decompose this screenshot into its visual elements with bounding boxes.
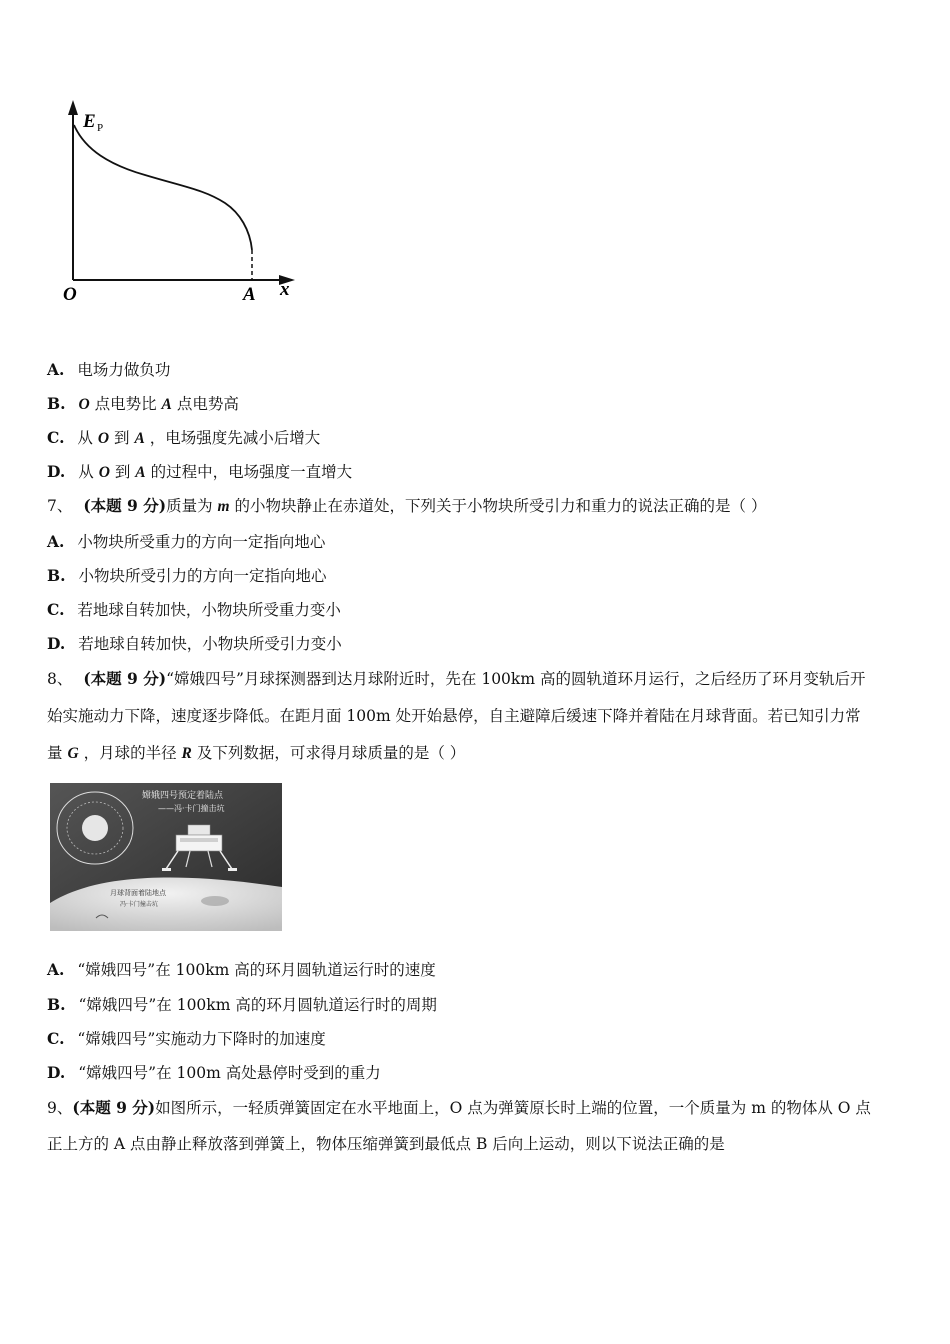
point-a-label: A bbox=[243, 284, 256, 305]
option-text: 若地球自转加快，小物块所受重力变小 bbox=[77, 601, 341, 619]
question-text: “嫦娥四号”月球探测器到达月球附近时，先在 100km 高的圆轨道环月运行，之后经历了环月变轨后开 bbox=[166, 670, 866, 688]
question-number: 8、 bbox=[47, 670, 73, 688]
moon-small bbox=[82, 815, 108, 841]
q8-stem-line-3 bbox=[47, 743, 465, 764]
option-text: 若地球自转加快，小物块所受引力变小 bbox=[78, 635, 342, 653]
caption-top-2: ——冯·卡门撞击坑 bbox=[158, 804, 225, 813]
caption-mid-1: 月球背面着陆地点 bbox=[110, 889, 166, 897]
question-number: 9、 bbox=[47, 1099, 73, 1117]
potential-curve bbox=[74, 125, 252, 250]
option-text: 从 bbox=[77, 429, 93, 447]
q8-option-d bbox=[47, 1063, 381, 1083]
q7-option-b bbox=[47, 566, 326, 586]
q8-stem-line-2 bbox=[47, 706, 861, 726]
option-var: A bbox=[135, 464, 146, 481]
option-label: B. bbox=[47, 995, 66, 1014]
option-text: 从 bbox=[78, 463, 94, 481]
option-text: “嫦娥四号”在 100m 高处悬停时受到的重力 bbox=[78, 1064, 381, 1082]
option-text: “嫦娥四号”实施动力下降时的加速度 bbox=[77, 1030, 326, 1048]
option-text: 的过程中，电场强度一直增大 bbox=[150, 463, 353, 481]
option-label: A. bbox=[47, 360, 65, 379]
question-number: 7、 bbox=[47, 497, 73, 515]
caption-mid-2: 冯·卡门撞击坑 bbox=[120, 901, 158, 908]
option-text: 到 bbox=[114, 429, 130, 447]
option-label: C. bbox=[47, 1029, 65, 1048]
question-score: (本题 9 分) bbox=[83, 496, 167, 515]
y-axis-label: E bbox=[83, 111, 96, 132]
question-var: R bbox=[181, 745, 192, 762]
option-var: A bbox=[134, 430, 145, 447]
question-text: 质量为 bbox=[166, 497, 213, 515]
option-text: 点电势高 bbox=[176, 395, 239, 413]
y-axis-arrow bbox=[68, 100, 78, 115]
question-text: ，月球的半径 bbox=[83, 744, 177, 762]
question-text: 始实施动力下降，速度逐步降低。在距月面 100m 处开始悬停，自主避障后缓速下降并着陆在月球背面。若已知引力常 bbox=[47, 707, 861, 725]
q7-stem bbox=[47, 496, 766, 517]
option-var: O bbox=[98, 464, 110, 481]
q6-option-d bbox=[47, 462, 352, 483]
option-label: A. bbox=[47, 960, 65, 979]
option-label: C. bbox=[47, 428, 65, 447]
question-text: 的小物块静止在赤道处，下列关于小物块所受引力和重力的说法正确的是（ ） bbox=[234, 497, 767, 515]
question-score: (本题 9 分) bbox=[72, 1098, 156, 1117]
question-text: 及下列数据，可求得月球质量的是（ ） bbox=[196, 744, 466, 762]
option-text: 到 bbox=[114, 463, 131, 481]
x-axis-label: x bbox=[280, 279, 290, 300]
option-label: B. bbox=[47, 566, 66, 585]
question-text: 如图所示，一轻质弹簧固定在水平地面上，O 点为弹簧原长时上端的位置，一个质量为 m 的物体从 O 点 bbox=[155, 1099, 871, 1117]
option-label: D. bbox=[47, 462, 66, 481]
q8-option-a bbox=[47, 960, 436, 980]
q8-option-b bbox=[47, 995, 437, 1015]
option-text: 点电势比 bbox=[94, 395, 157, 413]
q7-option-c bbox=[47, 600, 341, 620]
option-text: ，电场强度先减小后增大 bbox=[149, 429, 321, 447]
q8-option-c bbox=[47, 1029, 326, 1049]
q7-option-a bbox=[47, 532, 325, 552]
option-label: A. bbox=[47, 532, 65, 551]
potential-energy-graph bbox=[55, 95, 315, 310]
y-axis-subscript: P bbox=[97, 122, 104, 134]
q8-stem-line-1 bbox=[47, 669, 865, 689]
option-label: D. bbox=[47, 634, 66, 653]
option-label: B. bbox=[47, 394, 66, 413]
question-text: 正上方的 A 点由静止释放落到弹簧上，物体压缩弹簧到最低点 B 后向上运动，则以下说法正确的是 bbox=[47, 1135, 725, 1153]
question-var: G bbox=[67, 745, 79, 762]
option-text: “嫦娥四号”在 100km 高的环月圆轨道运行时的周期 bbox=[78, 996, 437, 1014]
option-var: A bbox=[161, 396, 172, 413]
option-label: D. bbox=[47, 1063, 66, 1082]
origin-label: O bbox=[63, 284, 77, 305]
option-var: O bbox=[97, 430, 110, 447]
question-text: 量 bbox=[47, 744, 63, 762]
q7-option-d bbox=[47, 634, 342, 654]
change4-figure bbox=[50, 783, 282, 931]
option-text: 电场力做负功 bbox=[77, 361, 171, 379]
q9-stem-line-2 bbox=[47, 1134, 725, 1154]
option-text: “嫦娥四号”在 100km 高的环月圆轨道运行时的速度 bbox=[77, 961, 436, 979]
question-var: m bbox=[217, 498, 230, 515]
q6-option-c bbox=[47, 428, 320, 449]
option-label: C. bbox=[47, 600, 65, 619]
option-text: 小物块所受引力的方向一定指向地心 bbox=[78, 567, 327, 585]
q6-option-a bbox=[47, 360, 170, 380]
caption-top-1: 嫦娥四号预定着陆点 bbox=[142, 791, 224, 801]
question-score: (本题 9 分) bbox=[83, 669, 167, 688]
option-text: 小物块所受重力的方向一定指向地心 bbox=[77, 533, 326, 551]
option-var: O bbox=[78, 396, 90, 413]
q9-stem-line-1 bbox=[47, 1098, 871, 1118]
q6-option-b bbox=[47, 394, 239, 415]
crater bbox=[201, 896, 229, 906]
